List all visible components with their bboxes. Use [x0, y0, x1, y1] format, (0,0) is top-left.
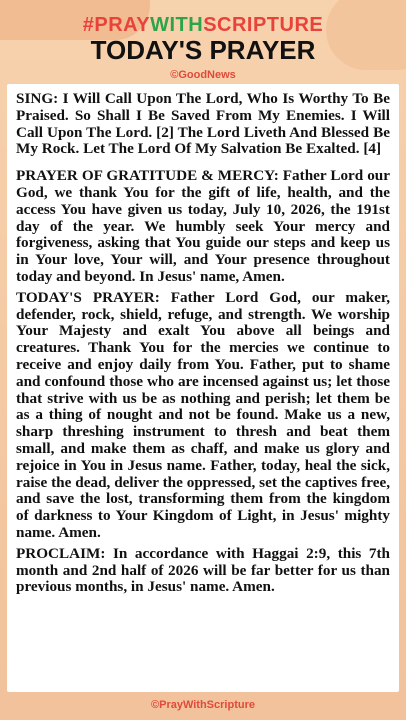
hashtag-part-scripture: SCRIPTURE: [203, 14, 324, 36]
copyright-goodnews: ©GoodNews: [170, 69, 236, 81]
header: [0, 14, 406, 81]
section-gratitude-mercy: PRAYER OF GRATITUDE & MERCY: Father Lord our God, we thank You for the gift of life, health, and the access You have given us today, July 10, 2026, the 191st day of the year. We humbly seek Your mercy and forgiveness, asking that You guide our steps and keep us in Your love, Your will, and Your presence throughout today and beyond. In Jesus' name, Amen.: [16, 167, 390, 285]
hashtag-part-pray: #PRAY: [82, 14, 151, 36]
hashtag-part-with: WITH: [150, 14, 204, 36]
copyright-praywithscripture: ©PrayWithScripture: [151, 699, 255, 711]
prayer-content: [16, 91, 390, 606]
section-sing: SING: I Will Call Upon The Lord, Who Is Worthy To Be Praised. So Shall I Be Saved From My Enemies. I Will Call Upon The Lord. [2] The Lord Liveth And Blessed Be My Rock. Let The Lord Of My Salvation Be Exalted. [4]: [16, 90, 390, 158]
section-todays-prayer: TODAY'S PRAYER: Father Lord God, our maker, defender, rock, shield, refuge, and strength. We worship Your Majesty and exalt You above all beings and creatures. Thank You for the mercies we continue to receive and enjoy daily from You. Father, put to shame and confound those who are incensed against us; let those that strive with us be as nothing and perish; let them be as a thing of nought and not be found. Make us a new, sharp threshing instrument to thresh and beat them small, and make them as chaff, and make us glory and rejoice in You in Jesus name. Father, today, heal the sick, raise the dead, deliver the oppressed, set the captives free, and save the lost, transforming them from the kingdom of darkness to Your Kingdom of Light, in Jesus' mighty name. Amen.: [16, 288, 390, 541]
section-proclaim: PROCLAIM: In accordance with Haggai 2:9, this 7th month and 2nd half of 2026 will be far better for us than previous months, in Jesus' name. Amen.: [16, 544, 390, 596]
hashtag-title: [0, 14, 406, 36]
page-title: TODAY'S PRAYER: [90, 35, 316, 65]
